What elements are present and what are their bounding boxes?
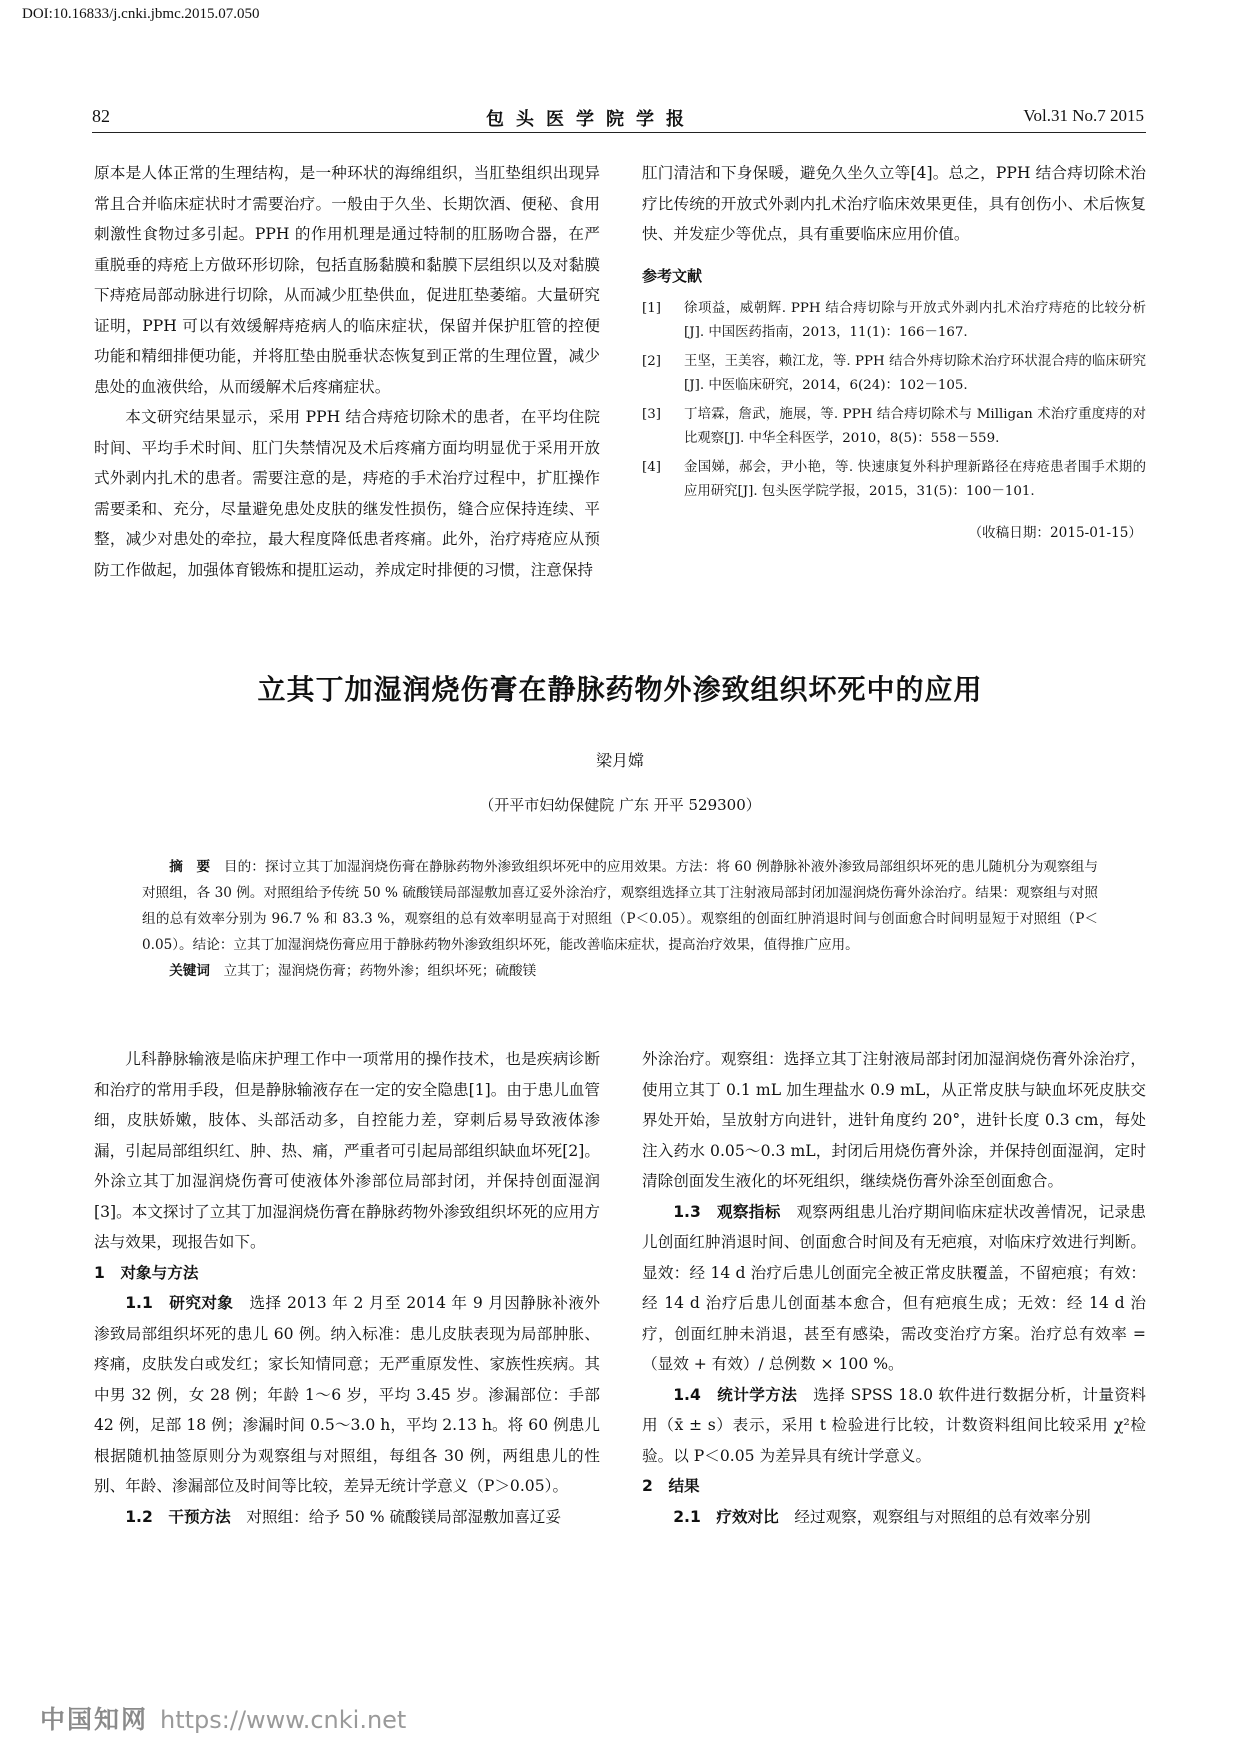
reference-item	[642, 297, 1146, 345]
reference-number: [2]	[642, 353, 661, 369]
reference-item	[642, 456, 1146, 504]
reference-item	[642, 403, 1146, 451]
abstract-text: 目的：探讨立其丁加湿润烧伤膏在静脉药物外渗致组织坏死中的应用效果。方法：将 60 例静脉补液外渗致局部组织坏死的患儿随机分为观察组与对照组，各 30 例。对照组给予传统 50 % 硫酸镁局部湿敷加喜辽妥外涂治疗，观察组选择立其丁注射液局部封闭加湿润烧伤膏外涂治疗。结果：观察组与对照组的总有效率分别为 96.7 % 和 83.3 %，观察组的总有效率明显高于对照组（P＜0.05）。观察组的创面红肿消退时间与创面愈合时间明显短于对照组（P＜0.05）。结论：立其丁加湿润烧伤膏应用于静脉药物外渗致组织坏死，能改善临床症状，提高治疗效果，值得推广应用。	[142, 859, 1099, 953]
section-1-3	[642, 1197, 1146, 1380]
section-1-1	[94, 1288, 600, 1502]
abstract-block	[142, 854, 1098, 984]
section-1-2-continued: 外涂治疗。观察组：选择立其丁注射液局部封闭加湿润烧伤膏外涂治疗，使用立其丁 0.1 mL 加生理盐水 0.9 mL，从正常皮肤与缺血坏死皮肤交界处开始，呈放射方向进针，进针角度约 20°，进针长度 0.3 cm，每处注入药水 0.05～0.3 mL，封闭后用烧伤膏外涂，并保持创面湿润，定时清除创面发生液化的坏死组织，继续烧伤膏外涂至创面愈合。	[642, 1050, 1146, 1190]
abstract-paragraph	[142, 854, 1098, 958]
article-affiliation: （开平市妇幼保健院 广东 开平 529300）	[479, 796, 761, 814]
reference-number: [3]	[642, 406, 661, 422]
section-2-1	[642, 1502, 1146, 1533]
prev-paragraph-2: 本文研究结果显示，采用 PPH 结合痔疮切除术的患者，在平均住院时间、平均手术时间、肛门失禁情况及术后疼痛方面均明显优于采用开放式外剥内扎术的患者。需要注意的是，痔疮的手术治疗过程中，扩肛操作需要柔和、充分，尽量避免患处皮肤的继发性损伤，缝合应保持连续、平整，减少对患处的牵拉，最大程度降低患者疼痛。此外，治疗痔疮应从预防工作做起，加强体育锻炼和提肛运动，养成定时排便的习惯，注意保持	[94, 408, 600, 579]
cnki-logo: 中国知网	[40, 1705, 149, 1734]
reference-text: 王坚，王美容，赖江龙，等. PPH 结合外痔切除术治疗环状混合痔的临床研究[J]. 中医临床研究，2014，6(24)：102－105.	[684, 353, 1146, 393]
section-1-2	[94, 1502, 600, 1533]
reference-text: 丁培霖，詹武，施展，等. PPH 结合痔切除术与 Milligan 术治疗重度痔的对比观察[J]. 中华全科医学，2010，8(5)：558－559.	[684, 406, 1146, 446]
references-heading: 参考文献	[642, 266, 703, 285]
cnki-url[interactable]: https://www.cnki.net	[160, 1706, 407, 1734]
cnki-watermark	[40, 1700, 406, 1736]
reference-text: 金国娣，郝会，尹小艳，等. 快速康复外科护理新路径在痔疮患者围手术期的应用研究[J]. 包头医学院学报，2015，31(5)：100－101.	[684, 459, 1146, 499]
prev-article-right-column	[642, 158, 1146, 548]
body-left-column	[94, 1044, 600, 1532]
volume-issue: Vol.31 No.7 2015	[1023, 106, 1144, 125]
prev-article-left-column	[94, 158, 600, 585]
reference-item	[642, 350, 1146, 398]
keywords-label: 关键词	[169, 963, 210, 979]
page-number: 82	[92, 106, 110, 126]
keywords-paragraph	[142, 958, 1098, 984]
article-author: 梁月嫦	[595, 751, 644, 770]
section-2-1-heading: 2.1 疗效对比	[673, 1507, 779, 1526]
reference-text: 徐项益，威朝辉. PPH 结合痔切除与开放式外剥内扎术治疗痔疮的比较分析[J]. 中国医药指南，2013，11(1)：166－167.	[684, 300, 1146, 340]
reference-number: [4]	[642, 459, 661, 475]
section-1-2-heading: 1.2 干预方法	[125, 1507, 231, 1526]
doi-text: DOI:10.16833/j.cnki.jbmc.2015.07.050	[22, 6, 260, 22]
prev-paragraph-1: 原本是人体正常的生理结构，是一种环状的海绵组织，当肛垫组织出现异常且合并临床症状时才需要治疗。一般由于久坐、长期饮酒、便秘、食用刺激性食物过多引起。PPH 的作用机理是通过特制的肛肠吻合器，在严重脱垂的痔疮上方做环形切除，包括直肠黏膜和黏膜下层组织以及对黏膜下痔疮局部动脉进行切除，从而减少肛垫供血，促进肛垫萎缩。大量研究证明，PPH 可以有效缓解痔疮病人的临床症状，保留并保护肛管的控便功能和精细排便功能，并将肛垫由脱垂状态恢复到正常的生理位置，减少患处的血液供给，从而缓解术后疼痛症状。	[94, 164, 600, 396]
section-1-3-text: 观察两组患儿治疗期间临床症状改善情况，记录患儿创面红肿消退时间、创面愈合时间及有无疤痕，对临床疗效进行判断。显效：经 14 d 治疗后患儿创面完全被正常皮肤覆盖，不留疤痕；有效：经 14 d 治疗后患儿创面基本愈合，但有疤痕生成；无效：经 14 d 治疗，创面红肿未消退，甚至有感染，需改变治疗方案。治疗总有效率 =（显效 + 有效）/ 总例数 × 100 %。	[642, 1202, 1146, 1373]
prev-paragraph-3: 肛门清洁和下身保暖，避免久坐久立等[4]。总之，PPH 结合痔切除术治疗比传统的开放式外剥内扎术治疗临床效果更佳，具有创伤小、术后恢复快、并发症少等优点，具有重要临床应用价值。	[642, 164, 1146, 243]
intro-paragraph: 儿科静脉输液是临床护理工作中一项常用的操作技术，也是疾病诊断和治疗的常用手段，但是静脉输液存在一定的安全隐患[1]。由于患儿血管细，皮肤娇嫩，肢体、头部活动多，自控能力差，穿刺后易导致液体渗漏，引起局部组织红、肿、热、痛，严重者可引起局部组织缺血坏死[2]。外涂立其丁加湿润烧伤膏可使液体外渗部位局部封闭，并保持创面湿润[3]。本文探讨了立其丁加湿润烧伤膏在静脉药物外渗致组织坏死的应用方法与效果，现报告如下。	[94, 1050, 600, 1251]
section-1-2-text: 对照组：给予 50 % 硫酸镁局部湿敷加喜辽妥	[246, 1507, 562, 1526]
reference-number: [1]	[642, 300, 661, 316]
section-1-1-heading: 1.1 研究对象	[125, 1294, 234, 1312]
article-title: 立其丁加湿润烧伤膏在静脉药物外渗致组织坏死中的应用	[257, 673, 983, 706]
body-right-column	[642, 1044, 1146, 1532]
received-date: （收稿日期：2015-01-15）	[968, 524, 1142, 541]
section-1-3-heading: 1.3 观察指标	[673, 1202, 781, 1221]
section-1-1-text: 选择 2013 年 2 月至 2014 年 9 月因静脉补液外渗致局部组织坏死的患儿 60 例。纳入标准：患儿皮肤表现为局部肿胀、疼痛，皮肤发白或发红；家长知情同意；无严重原发性、家族性疾病。其中男 32 例，女 28 例；年龄 1～6 岁，平均 3.45 岁。渗漏部位：手部 42 例，足部 18 例；渗漏时间 0.5～3.0 h，平均 2.13 h。将 60 例患儿根据随机抽签原则分为观察组与对照组，每组各 30 例，两组患儿的性别、年龄、渗漏部位及时间等比较，差异无统计学意义（P＞0.05）。	[94, 1294, 600, 1495]
section-2-1-text: 经过观察，观察组与对照组的总有效率分别	[794, 1507, 1091, 1526]
section-1-heading: 1 对象与方法	[94, 1263, 199, 1282]
section-1-4-text: 选择 SPSS 18.0 软件进行数据分析，计量资料用（x̄ ± s）表示，采用 t 检验进行比较，计数资料组间比较采用 χ²检验。以 P＜0.05 为差异具有统计学意义。	[642, 1385, 1146, 1465]
header-rule	[92, 132, 1146, 133]
section-1-4-heading: 1.4 统计学方法	[673, 1385, 798, 1404]
abstract-label: 摘 要	[169, 859, 211, 875]
section-2-heading: 2 结果	[642, 1477, 700, 1495]
keywords-text: 立其丁；湿润烧伤膏；药物外渗；组织坏死；硫酸镁	[223, 963, 537, 979]
journal-name: 包头医学院学报	[486, 109, 696, 130]
section-1-4	[642, 1380, 1146, 1472]
